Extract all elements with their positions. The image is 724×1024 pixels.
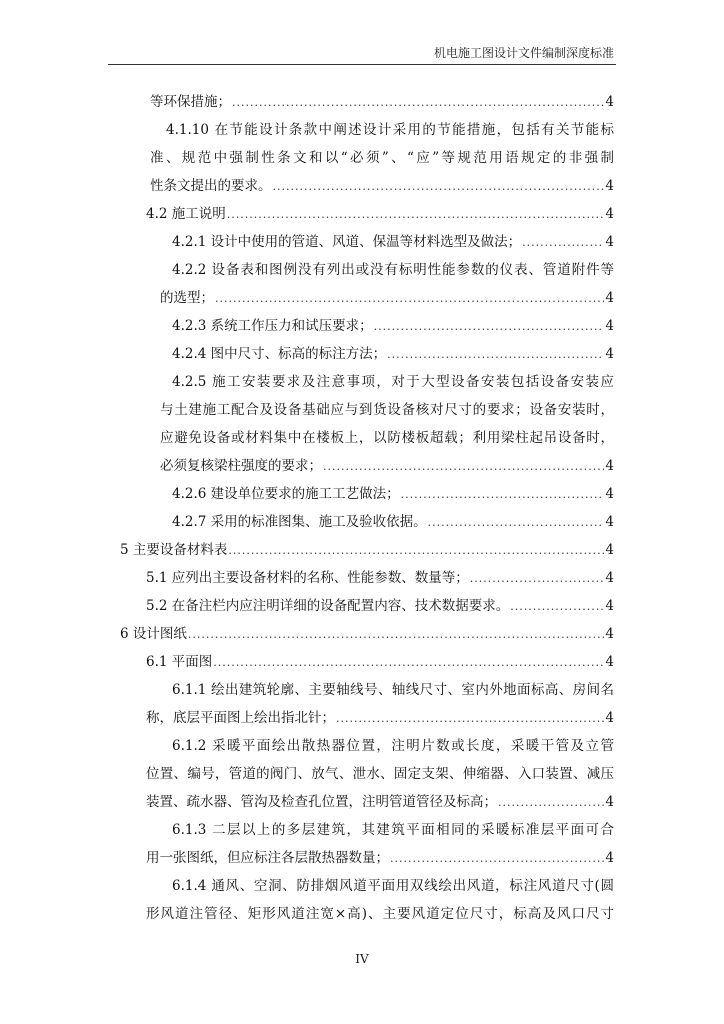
toc-entry[interactable] — [146, 592, 614, 620]
toc-entry-title: 6.1 平面图 — [146, 654, 213, 670]
toc-entry-page: 4 — [605, 206, 614, 222]
toc-entry-page: 4 — [605, 514, 614, 530]
toc-entry-page: 4 — [605, 710, 614, 726]
dot-leader — [522, 229, 604, 257]
toc-entry-title: 的选型； — [160, 290, 214, 306]
toc-entry-title: 4.2.3 系统工作压力和试压要求； — [172, 318, 373, 334]
toc-entry-title: 4.2.1 设计中使用的管道、风道、保温等材料选型及做法； — [172, 234, 522, 250]
page-number: IV — [355, 952, 369, 966]
dot-leader — [336, 705, 604, 733]
toc-entry[interactable] — [172, 340, 614, 368]
dot-leader — [273, 173, 605, 201]
toc-entry-continuation[interactable] — [146, 704, 614, 732]
toc-entry-continuation: 形风道注管径、矩形风道注宽×高)、主要风道定位尺寸，标高及风口尺寸 — [146, 906, 614, 922]
toc-entry-page: 4 — [605, 94, 614, 110]
toc-entry-continuation[interactable] — [150, 172, 614, 200]
dot-leader — [232, 89, 604, 117]
toc-entry-page: 4 — [605, 626, 614, 642]
toc-entry[interactable]: 4.2.2 设备表和图例没有列出或没有标明性能参数的仪表、管道附件等 — [172, 262, 614, 278]
dot-leader — [228, 537, 604, 565]
toc-entry-page: 4 — [605, 654, 614, 670]
header-rule — [108, 64, 616, 65]
toc-entry-page: 4 — [605, 850, 614, 866]
toc-entry-title: 性条文提出的要求。 — [150, 178, 272, 194]
dot-leader — [215, 285, 604, 313]
toc-entry-continuation[interactable] — [160, 284, 614, 312]
dot-leader — [227, 201, 605, 229]
toc-entry-page: 4 — [605, 178, 614, 194]
toc-entry-title: 称，底层平面图上绘出指北针； — [146, 710, 335, 726]
toc-entry-title: 4.2.7 采用的标准图集、施工及验收依据。 — [172, 514, 427, 530]
toc-entry-page: 4 — [605, 570, 614, 586]
dot-leader — [401, 481, 605, 509]
toc-entry[interactable] — [150, 88, 614, 116]
toc-entry[interactable] — [146, 648, 614, 676]
toc-entry-title: 5.2 在备注栏内应注明详细的设备配置内容、技术数据要求。 — [146, 598, 510, 614]
toc-entry[interactable] — [172, 480, 614, 508]
toc-entry[interactable] — [146, 564, 614, 592]
toc-entry-continuation: 位置、编号，管道的阀门、放气、泄水、固定支架、伸缩器、入口装置、减压 — [146, 766, 614, 782]
dot-leader — [213, 649, 604, 677]
toc-entry-continuation[interactable] — [160, 452, 614, 480]
toc-entry[interactable]: 6.1.4 通风、空洞、防排烟风道平面用双线绘出风道，标注风道尺寸(圆 — [172, 878, 614, 894]
toc-entry[interactable] — [120, 536, 614, 564]
toc-entry-title: 6 设计图纸 — [120, 626, 187, 642]
toc-entry-page: 4 — [605, 794, 614, 810]
dot-leader — [374, 313, 605, 341]
toc-entry-title: 必须复核梁柱强度的要求； — [160, 458, 322, 474]
toc-entry[interactable] — [146, 200, 614, 228]
dot-leader — [498, 789, 604, 817]
toc-entry[interactable]: 6.1.2 采暖平面绘出散热器位置，注明片数或长度，采暖干管及立管 — [172, 738, 614, 754]
toc-entry-continuation: 应避免设备或材料集中在楼板上，以防楼板超载；利用梁柱起吊设备时， — [160, 430, 614, 446]
toc-entry-page: 4 — [605, 290, 614, 306]
toc-entry-continuation: 准、规范中强制性条文和以“必须”、“应”等规范用语规定的非强制 — [150, 150, 614, 166]
toc-entry-continuation[interactable] — [146, 788, 614, 816]
running-header: 机电施工图设计文件编制深度标准 — [433, 46, 614, 60]
toc-entry[interactable]: 4.2.5 施工安装要求及注意事项，对于大型设备安装包括设备安装应 — [172, 374, 614, 390]
toc-entry-continuation[interactable] — [146, 844, 614, 872]
toc-entry-title: 用一张图纸，但应标注各层散热器数量； — [146, 850, 389, 866]
toc-entry-page: 4 — [605, 234, 614, 250]
toc-entry-title: 5.1 应列出主要设备材料的名称、性能参数、数量等； — [146, 570, 469, 586]
toc-entry-page: 4 — [605, 318, 614, 334]
toc-entry-title: 4.2.6 建设单位要求的施工工艺做法； — [172, 486, 400, 502]
toc-entry-title: 4.2.4 图中尺寸、标高的标注方法； — [172, 346, 387, 362]
toc-entry-page: 4 — [605, 598, 614, 614]
toc-entry[interactable]: 6.1.1 绘出建筑轮廓、主要轴线号、轴线尺寸、室内外地面标高、房间名 — [172, 682, 614, 698]
toc-entry-title: 等环保措施； — [150, 94, 231, 110]
toc-entry-page: 4 — [605, 458, 614, 474]
toc-entry[interactable] — [172, 312, 614, 340]
dot-leader — [387, 341, 604, 369]
toc-entry-title: 4.2 施工说明 — [146, 206, 226, 222]
toc-entry-page: 4 — [605, 346, 614, 362]
toc-entry-page: 4 — [605, 542, 614, 558]
dot-leader — [428, 509, 605, 537]
toc-entry[interactable]: 4.1.10 在节能设计条款中阐述设计采用的节能措施，包括有关节能标 — [166, 122, 614, 138]
dot-leader — [323, 453, 604, 481]
toc-entry-page: 4 — [605, 486, 614, 502]
toc-entry-title: 5 主要设备材料表 — [120, 542, 228, 558]
dot-leader — [390, 845, 604, 873]
dot-leader — [510, 593, 604, 621]
toc-entry-continuation: 与土建施工配合及设备基础应与到货设备核对尺寸的要求；设备安装时， — [160, 402, 614, 418]
dot-leader — [188, 621, 605, 649]
toc-entry[interactable] — [172, 508, 614, 536]
toc-entry-title: 装置、疏水器、管沟及检查孔位置，注明管道管径及标高； — [146, 794, 497, 810]
toc-entry[interactable]: 6.1.3 二层以上的多层建筑，其建筑平面相同的采暖标准层平面可合 — [172, 822, 614, 838]
toc-entry[interactable] — [120, 620, 614, 648]
dot-leader — [470, 565, 605, 593]
toc-entry[interactable] — [172, 228, 614, 256]
